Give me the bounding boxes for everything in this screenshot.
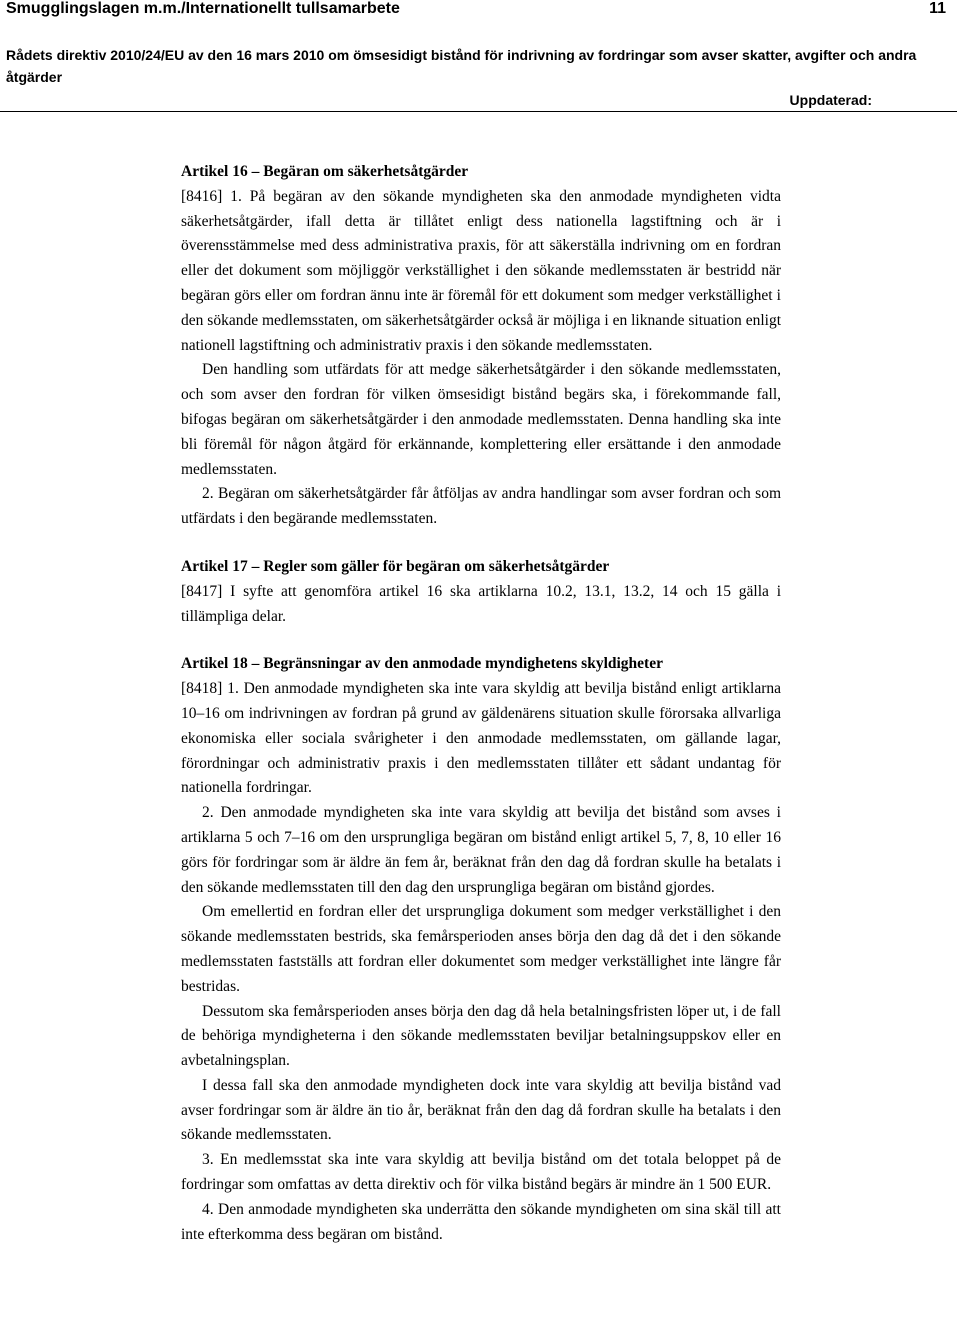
document-subtitle: Rådets direktiv 2010/24/EU av den 16 mars 2010 om ömsesidigt bistånd för indrivning av fordringar som avser skatter, avgifter och andra åtgärder [6,47,917,85]
section-spacer [181,629,781,652]
article-18 [181,652,781,1247]
article-18-paragraph-2: 2. Den anmodade myndigheten ska inte vara skyldig att bevilja det bistånd som avses i artiklarna 5 och 7–16 om den ursprungliga begäran om bistånd enligt artikel 5, 7, 8, 10 eller 16 görs för fordringar som är äldre än fem år, beräknat från den dag då fordran skulle ha betalats i den sökande medlemsstaten till den dag den ursprungliga begäran om bistånd gjordes. [181,804,781,896]
updated-label: Uppdaterad: [789,92,872,108]
article-16-paragraph-1: [8416] 1. På begäran av den sökande myndigheten ska den anmodade myndigheten vidta säkerhetsåtgärder, ifall detta är tillåtet enligt dess nationella lagstiftning och är i överensstämmelse med dess administrativa praxis, för att säkerställa indrivning om en fordran eller det dokument som möjliggör verkställighet i den sökande medlemsstaten är bestridd när begäran görs eller om fordran ännu inte är föremål för ett dokument som medger verkställighet i den sökande medlemsstaten, om säkerhetsåtgärder också är möjliga i en liknande situation enligt nationell lagstiftning och administrativ praxis i den sökande medlemsstaten. [181,187,781,354]
article-16-heading: Artikel 16 – Begäran om säkerhetsåtgärder [181,163,469,180]
article-18-heading: Artikel 18 – Begränsningar av den anmodade myndighetens skyldigheter [181,655,663,673]
article-18-paragraph-5: I dessa fall ska den anmodade myndigheten dock inte vara skyldig att bevilja bistånd vad avser fordringar som är äldre än tio år, beräknat från den dag då fordran skulle ha betalats i den sökande medlemsstaten. [181,1076,781,1144]
article-16 [181,160,781,532]
page-number: 11 [929,0,946,17]
article-17-heading: Artikel 17 – Regler som gäller för begäran om säkerhetsåtgärder [181,557,610,575]
article-17 [181,555,781,629]
article-17-paragraph-1: [8417] I syfte att genomföra artikel 16 ska artiklarna 10.2, 13.1, 13.2, 14 och 15 gälla i tillämpliga delar. [181,582,781,625]
article-18-paragraph-7: 4. Den anmodade myndigheten ska underrätta den sökande myndigheten om sina skäl till att inte efterkomma dess begäran om bistånd. [181,1200,781,1243]
document-header-title: Smugglingslagen m.m./Internationellt tullsamarbete [6,0,400,17]
article-18-paragraph-4: Dessutom ska femårsperioden anses börja den dag då hela betalningsfristen löper ut, i de fall de behöriga myndigheterna i den sökande medlemsstaten beviljar betalningsuppskov eller en avbetalningsplan. [181,1002,781,1070]
header-divider [0,111,957,112]
article-18-paragraph-1: [8418] 1. Den anmodade myndigheten ska inte vara skyldig att bevilja bistånd enligt artiklarna 10–16 om indrivningen av fordran på grund av gäldenärens situation skulle förorsaka allvarliga ekonomiska eller sociala svårigheter i den anmodade medlemsstaten, om gällande lagar, förordningar och administrativ praxis i den medlemsstaten tillåter ett sådant undantag för nationella fordringar. [181,680,781,797]
document-body [181,160,781,1247]
article-16-paragraph-3: 2. Begäran om säkerhetsåtgärder får åtföljas av andra handlingar som avser fordran och som utfärdats i den begärande medlemsstaten. [181,485,781,528]
article-18-paragraph-6: 3. En medlemsstat ska inte vara skyldig att bevilja bistånd om det totala beloppet på de fordringar som omfattas av detta direktiv och för vilka bistånd begärs är mindre än 1 500 EUR. [181,1151,781,1194]
section-spacer [181,532,781,555]
article-18-paragraph-3: Om emellertid en fordran eller det ursprungliga dokument som medger verkställighet i den sökande medlemsstaten bestrids, ska femårsperioden anses börja den dag då det i den sökande medlemsstaten fastställs att fordran eller dokumentet som medger verkställighet inte längre får bestridas. [181,903,781,995]
article-16-paragraph-2: Den handling som utfärdats för att medge säkerhetsåtgärder i den sökande medlemsstaten, och som avser den fordran för vilken ömsesidigt bistånd begärs ska, i förekommande fall, bifogas begäran om säkerhetsåtgärder i den anmodade medlemsstaten. Denna handling ska inte bli föremål för någon åtgärd för erkännande, komplettering eller ersättande i den anmodade medlemsstaten. [181,361,781,478]
